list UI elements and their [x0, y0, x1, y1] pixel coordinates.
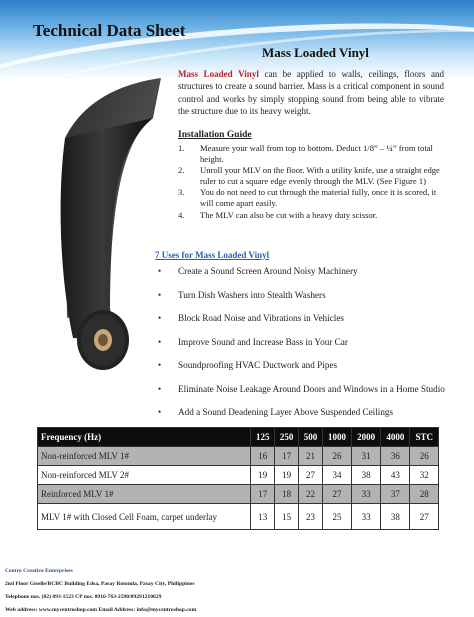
uses-list: [158, 266, 445, 431]
row-label: Reinforced MLV 1#: [38, 485, 251, 504]
installation-step: [178, 165, 444, 186]
column-header: 4000: [381, 428, 410, 447]
table-cell: 19: [251, 466, 275, 485]
step-text: Unroll your MLV on the floor. With a utility knife, use a straight edge ruler to cut a square edge evenly through the MLV. (See Figure 1): [200, 165, 440, 186]
use-text: Add a Sound Deadening Layer Above Suspended Ceilings: [178, 407, 394, 417]
table-row: [38, 466, 439, 485]
page-title: Technical Data Sheet: [33, 21, 186, 40]
use-text: Turn Dish Washers into Stealth Washers: [178, 289, 326, 300]
table-cell: 31: [352, 447, 381, 466]
row-label: Non-reinforced MLV 1#: [38, 447, 251, 466]
list-item: [158, 266, 445, 290]
column-header: STC: [410, 428, 439, 447]
installation-step: [178, 210, 444, 221]
use-text: Improve Sound and Increase Bass in Your Car: [178, 336, 348, 347]
table-cell: 34: [322, 466, 351, 485]
intro-paragraph: [178, 68, 444, 117]
installation-step: [178, 187, 444, 208]
table-header-row: [38, 428, 439, 447]
column-header: 500: [299, 428, 323, 447]
step-number: 2.: [178, 165, 185, 176]
table-cell: 27: [299, 466, 323, 485]
step-number: 1.: [178, 143, 185, 153]
row-label: MLV 1# with Closed Cell Foam, carpet underlay: [38, 504, 251, 530]
step-text: You do not need to cut through the material fully, once it is scored, it will come apart easily.: [200, 187, 437, 208]
footer-phones: Telephone nos. (02) 893-1523 CP nos. 0916-763-2590/09291210629: [5, 594, 162, 600]
footer-web: Web address: www.mycentroshop.com Email Address: info@mycentroshop.com: [5, 607, 197, 613]
column-header: 125: [251, 428, 275, 447]
column-header: Frequency (Hz): [38, 428, 251, 447]
table-row: [38, 447, 439, 466]
bullet-icon: •: [158, 266, 162, 276]
use-text: Eliminate Noise Leakage Around Doors and Windows in a Home Studio: [178, 383, 445, 394]
table-cell: 25: [322, 504, 351, 530]
bullet-icon: •: [158, 336, 162, 347]
installation-steps: [178, 143, 444, 221]
step-number: 3.: [178, 187, 185, 198]
table-cell: 33: [352, 504, 381, 530]
list-item: [158, 384, 445, 408]
uses-heading-link[interactable]: 7 Uses for Mass Loaded Vinyl: [155, 250, 270, 260]
footer-company: Centro Creativo Enterprises: [5, 568, 73, 574]
table-cell: 33: [352, 485, 381, 504]
frequency-table: [37, 427, 439, 530]
list-item: [158, 337, 445, 361]
table-cell: 19: [275, 466, 299, 485]
table-cell: 27: [322, 485, 351, 504]
column-header: 1000: [322, 428, 351, 447]
vinyl-roll-image: [55, 78, 165, 373]
list-item: [158, 290, 445, 314]
row-label: Non-reinforced MLV 2#: [38, 466, 251, 485]
table-cell: 32: [410, 466, 439, 485]
table-cell: 23: [299, 504, 323, 530]
table-cell: 21: [299, 447, 323, 466]
bullet-icon: •: [158, 289, 162, 300]
table-cell: 22: [299, 485, 323, 504]
table-cell: 38: [352, 466, 381, 485]
table-cell: 26: [410, 447, 439, 466]
table-cell: 38: [381, 504, 410, 530]
table-cell: 27: [410, 504, 439, 530]
table-cell: 15: [275, 504, 299, 530]
step-text: Measure your wall from top to bottom. Deduct 1/8” – ¼” from total height.: [200, 143, 433, 164]
page-subtitle: Mass Loaded Vinyl: [262, 45, 369, 60]
table-cell: 17: [275, 447, 299, 466]
table-cell: 28: [410, 485, 439, 504]
table-cell: 26: [322, 447, 351, 466]
list-item: [158, 313, 445, 337]
table-cell: 13: [251, 504, 275, 530]
table-cell: 17: [251, 485, 275, 504]
footer: [5, 565, 196, 617]
table-row: [38, 485, 439, 504]
footer-address: 2nd Floor Giselle/BCBC Building Edsa, Pasay Rotonda, Pasay City, Philippines: [5, 581, 195, 587]
use-text: Soundproofing HVAC Ductwork and Pipes: [178, 360, 338, 370]
table-cell: 36: [381, 447, 410, 466]
bullet-icon: •: [158, 313, 162, 323]
list-item: [158, 360, 445, 384]
bullet-icon: •: [158, 407, 162, 417]
intro-text: can be applied to walls, ceilings, floors and structures to create a sound barrier. Mass is a critical component in sound control and works by simply stopping sound from being able to vibrate the structure due to its heavy weight.: [178, 69, 444, 116]
use-text: Create a Sound Screen Around Noisy Machinery: [178, 266, 358, 276]
column-header: 250: [275, 428, 299, 447]
table-cell: 18: [275, 485, 299, 504]
step-number: 4.: [178, 209, 185, 220]
installation-step: [178, 143, 444, 164]
intro-highlight: Mass Loaded Vinyl: [178, 69, 259, 79]
table-row: [38, 504, 439, 530]
bullet-icon: •: [158, 360, 162, 370]
column-header: 2000: [352, 428, 381, 447]
table-cell: 37: [381, 485, 410, 504]
table-cell: 43: [381, 466, 410, 485]
bullet-icon: •: [158, 383, 162, 394]
use-text: Block Road Noise and Vibrations in Vehicles: [178, 313, 344, 323]
step-text: The MLV can also be cut with a heavy duty scissor.: [200, 209, 378, 220]
table-cell: 16: [251, 447, 275, 466]
installation-heading: Installation Guide: [178, 130, 252, 140]
